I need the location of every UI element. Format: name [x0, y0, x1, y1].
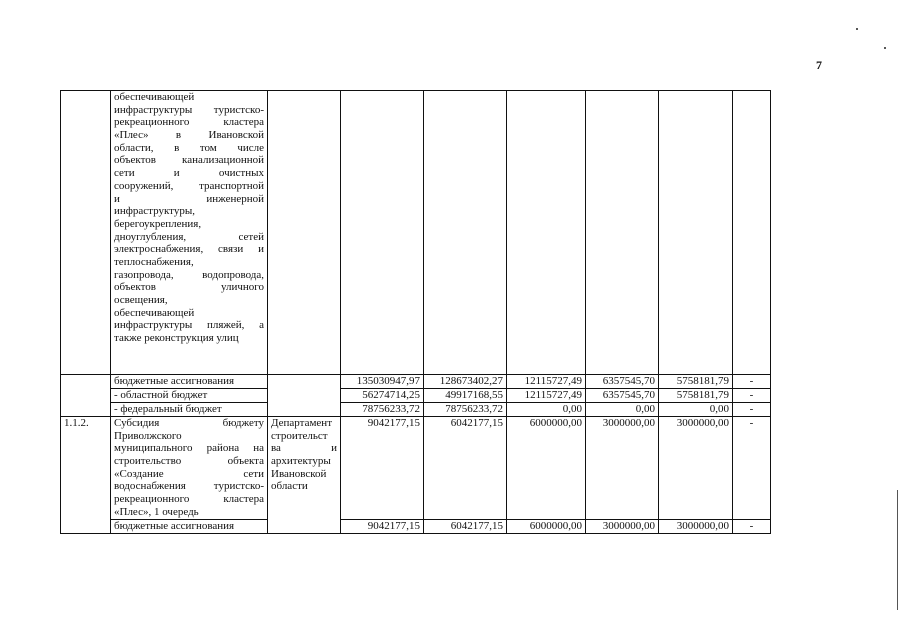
value-cell	[659, 91, 733, 375]
executor-cell	[268, 91, 341, 375]
value-cell: 6042177,15	[424, 519, 507, 533]
row-label: - федеральный бюджет	[111, 403, 268, 417]
scan-speck	[856, 28, 858, 30]
value-cell: 3000000,00	[586, 417, 659, 520]
table-row	[61, 519, 771, 533]
text-line: обеспечивающей	[114, 306, 195, 319]
table-row	[61, 375, 771, 389]
value-cell: 3000000,00	[659, 519, 733, 533]
executor-cell	[268, 417, 341, 534]
table-row	[61, 389, 771, 403]
page-number: 7	[816, 58, 822, 72]
value-cell: 78756233,72	[341, 403, 424, 417]
text-line: инфраструктуры,	[114, 205, 195, 218]
row-label: - областной бюджет	[111, 389, 268, 403]
text-line: объектов канализационной	[114, 154, 264, 167]
text-line: и инженерной	[114, 192, 264, 205]
value-cell: 0,00	[507, 403, 586, 417]
value-cell: 9042177,15	[341, 417, 424, 520]
value-cell: -	[733, 403, 771, 417]
text-line: Приволжского	[114, 429, 182, 442]
text-line: теплоснабжения,	[114, 255, 194, 268]
text-line: сети и очистных	[114, 167, 264, 180]
text-line: также реконструкция улиц	[114, 332, 239, 345]
text-line: освещения,	[114, 294, 168, 306]
text-line: газопровода, водопровода,	[114, 268, 264, 281]
value-cell: 128673402,27	[424, 375, 507, 389]
value-cell: 6000000,00	[507, 519, 586, 533]
value-cell: 12115727,49	[507, 389, 586, 403]
value-cell	[507, 91, 586, 375]
text-line: области, в том числе	[114, 141, 264, 154]
text-line: Субсидия бюджету	[114, 417, 264, 429]
text-line: водоснабжения туристско-	[114, 480, 264, 493]
value-cell: -	[733, 389, 771, 403]
value-cell: 5758181,79	[659, 389, 733, 403]
text-line: сооружений, транспортной	[114, 179, 264, 192]
text-line: дноуглубления, сетей	[114, 230, 264, 243]
value-cell	[341, 91, 424, 375]
value-cell: -	[733, 417, 771, 520]
value-cell: 135030947,97	[341, 375, 424, 389]
row-label: бюджетные ассигнования	[111, 519, 268, 533]
value-cell	[733, 91, 771, 375]
text-line: строительство объекта	[114, 455, 264, 468]
value-cell: 12115727,49	[507, 375, 586, 389]
text-line: рекреационного кластера	[114, 493, 264, 506]
item-number: 1.1.2.	[61, 417, 111, 534]
text-line: «Плес», 1 очередь	[114, 505, 199, 518]
text-line: области	[271, 480, 308, 493]
text-line: берегоукрепления,	[114, 217, 202, 230]
value-cell	[424, 91, 507, 375]
value-cell: 78756233,72	[424, 403, 507, 417]
text-line: объектов уличного	[114, 281, 264, 294]
text-line: инфраструктуры туристско-	[114, 103, 264, 116]
value-cell: 3000000,00	[586, 519, 659, 533]
value-cell: 0,00	[586, 403, 659, 417]
executor-cell	[268, 375, 341, 417]
text-line: «Плес» в Ивановской	[114, 129, 264, 142]
text-line: инфраструктуры пляжей, а	[114, 319, 264, 332]
value-cell: 6357545,70	[586, 389, 659, 403]
text-line: муниципального района на	[114, 442, 264, 455]
value-cell: 6000000,00	[507, 417, 586, 520]
value-cell: 56274714,25	[341, 389, 424, 403]
number-cell	[61, 375, 111, 417]
value-cell: 9042177,15	[341, 519, 424, 533]
text-line: ва и	[271, 442, 337, 455]
value-cell: -	[733, 519, 771, 533]
text-line: электроснабжения, связи и	[114, 243, 264, 256]
text-line: «Создание сети	[114, 467, 264, 480]
value-cell: -	[733, 375, 771, 389]
value-cell: 5758181,79	[659, 375, 733, 389]
value-cell: 49917168,55	[424, 389, 507, 403]
budget-table	[60, 90, 771, 534]
text-line: Ивановской	[271, 467, 327, 480]
value-cell: 6357545,70	[586, 375, 659, 389]
value-cell: 3000000,00	[659, 417, 733, 520]
value-cell: 6042177,15	[424, 417, 507, 520]
continuation-name-cell	[111, 91, 268, 375]
continuation-row	[61, 91, 771, 375]
text-line: архитектуры	[271, 455, 331, 468]
table-row	[61, 403, 771, 417]
text-line: строительст	[271, 429, 328, 442]
value-cell: 0,00	[659, 403, 733, 417]
text-line: обеспечивающей	[114, 91, 195, 103]
scan-edge-line	[897, 490, 898, 610]
text-line: Департамент	[271, 417, 333, 429]
value-cell	[586, 91, 659, 375]
item-name-cell	[111, 417, 268, 520]
scan-speck	[884, 47, 886, 49]
text-line: рекреационного кластера	[114, 116, 264, 129]
row-label: бюджетные ассигнования	[111, 375, 268, 389]
item-row	[61, 417, 771, 520]
number-cell	[61, 91, 111, 375]
